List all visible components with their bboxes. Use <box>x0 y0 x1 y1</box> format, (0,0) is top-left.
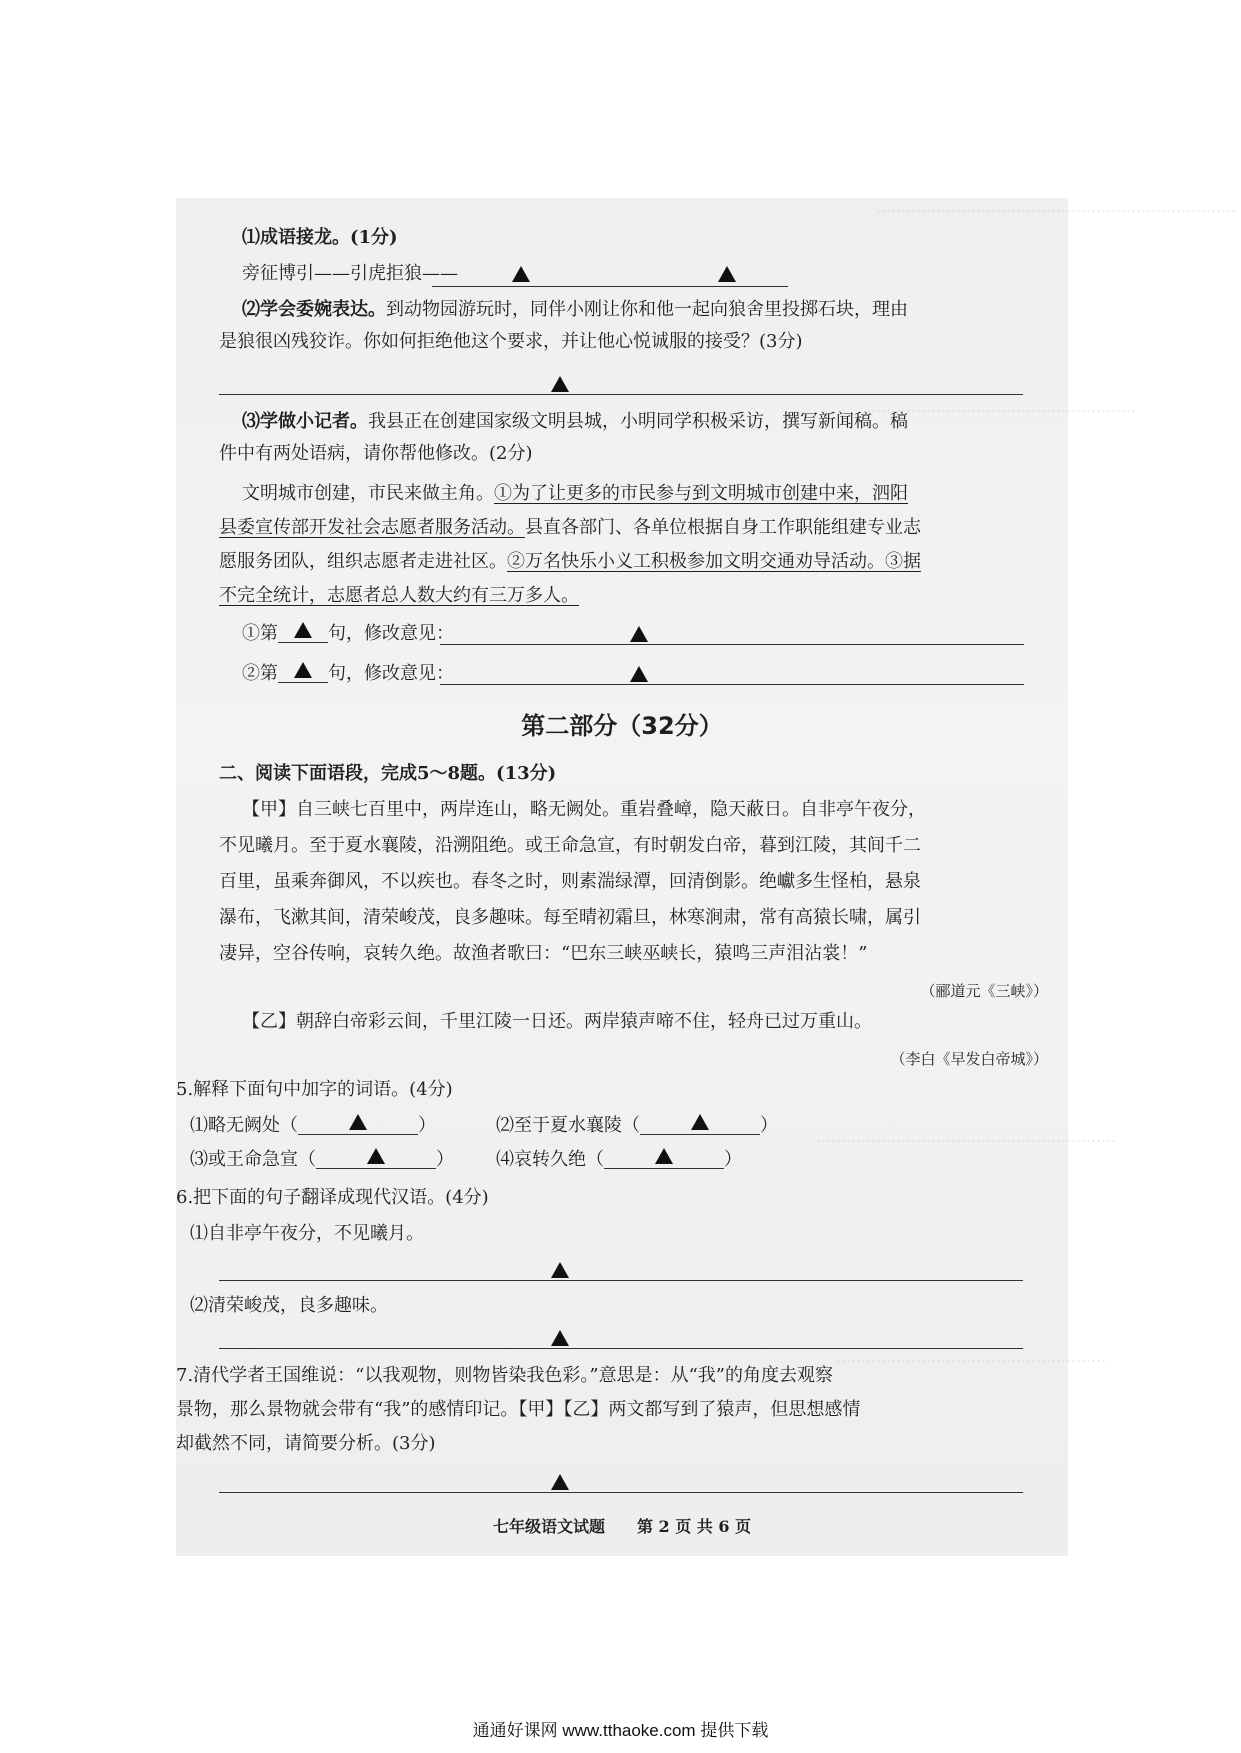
news-para-line1 <box>242 482 908 506</box>
q1-answer-line[interactable] <box>432 286 788 287</box>
q6-title: 6.把下面的句子翻译成现代汉语。(4分) <box>176 1187 489 1208</box>
news-para-line3 <box>219 550 921 574</box>
q3-line1 <box>242 410 908 434</box>
passage-jia-line: 瀑布，飞漱其间，清荣峻茂，良多趣味。每至晴初霜旦，林寒涧肃，常有高猿长啸，属引 <box>219 907 921 928</box>
answer-marker-icon <box>551 1262 569 1278</box>
passage-jia-source: （郦道元《三峡》） <box>920 982 1048 1000</box>
q5-title: 5.解释下面句中加字的词语。(4分) <box>176 1079 453 1100</box>
answer-marker-icon <box>655 1148 673 1164</box>
passage-jia-line: 凄异，空谷传响，哀转久绝。故渔者歌曰：“巴东三峡巫峡长，猿鸣三声泪沾裳！” <box>219 943 868 964</box>
q5-item-2 <box>496 1114 778 1138</box>
part-two-heading: 第二部分（32分） <box>521 712 723 740</box>
sentence-number-blank[interactable] <box>278 622 328 643</box>
answer-marker-icon <box>349 1114 367 1130</box>
answer-label: ②第 <box>242 663 278 684</box>
q7-line-3: 却截然不同，请简要分析。(3分) <box>176 1433 436 1454</box>
close-paren: ） <box>436 1149 454 1170</box>
passage-yi-source: （李白《早发白帝城》） <box>890 1050 1048 1068</box>
answer-marker-icon <box>512 266 530 282</box>
answer-marker-icon <box>718 266 736 282</box>
answer-label: ①第 <box>242 623 278 644</box>
q7-line-2: 景物，那么景物就会带有“我”的感情印记。【甲】【乙】两文都写到了猿声，但思想感情 <box>176 1399 861 1420</box>
q3-line1-text: 我县正在创建国家级文明县城，小明同学积极采访，撰写新闻稿。稿 <box>368 411 908 432</box>
answer-marker-icon <box>551 1330 569 1346</box>
q3-answer-row-2 <box>242 662 454 686</box>
q5-item-label: ⑷哀转久绝（ <box>496 1149 604 1170</box>
q3-line2: 件中有两处语病，请你帮他修改。(2分) <box>219 443 533 464</box>
sentence-1-underlined: ①为了让更多的市民参与到文明城市创建中来，泗阳 <box>494 483 908 504</box>
q5-answer-blank-1[interactable] <box>298 1114 418 1135</box>
news-para-line2 <box>219 516 921 540</box>
q6-sentence-1: ⑴自非亭午夜分，不见曦月。 <box>190 1223 424 1244</box>
q2-line1-text: 到动物园游玩时，同伴小刚让你和他一起向狼舍里投掷石块，理由 <box>386 299 908 320</box>
scanned-exam-page <box>176 198 1236 1556</box>
q2-line2: 是狼很凶残狡诈。你如何拒绝他这个要求，并让他心悦诚服的接受？(3分) <box>219 331 803 352</box>
q6-answer-line-2[interactable] <box>219 1348 1023 1349</box>
bleed-through-text: ……………………………………………………………… <box>876 198 1236 216</box>
news-plain-text: 县直各部门、各单位根据自身工作职能组建专业志 <box>525 517 921 538</box>
section-2-title: 二、阅读下面语段，完成5～8题。(13分) <box>219 763 557 784</box>
answer-label: 句，修改意见： <box>328 623 454 644</box>
passage-jia-line: 百里，虽乘奔御风，不以疾也。春冬之时，则素湍绿潭，回清倒影。绝巘多生怪柏，悬泉 <box>219 871 921 892</box>
q5-item-label: ⑵至于夏水襄陵（ <box>496 1115 640 1136</box>
news-plain-text: 愿服务团队，组织志愿者走进社区。 <box>219 551 507 572</box>
q2-title: ⑵学会委婉表达。 <box>242 299 386 320</box>
q2-line1 <box>242 298 908 322</box>
q5-item-1 <box>190 1114 436 1138</box>
sentence-number-blank[interactable] <box>278 662 328 683</box>
sentence-1-underlined-cont: 县委宣传部开发社会志愿者服务活动。 <box>219 517 525 538</box>
answer-marker-icon <box>551 376 569 392</box>
q5-answer-blank-4[interactable] <box>604 1148 724 1169</box>
answer-marker-icon <box>691 1114 709 1130</box>
answer-marker-icon <box>294 662 312 678</box>
answer-marker-icon <box>367 1148 385 1164</box>
q3-revision-line-2[interactable] <box>440 684 1024 685</box>
q5-answer-blank-2[interactable] <box>640 1114 760 1135</box>
bleed-through-text: ……………………………………………… <box>836 1348 1106 1366</box>
sentence-3-underlined-cont: 不完全统计，志愿者总人数大约有三万多人。 <box>219 585 579 606</box>
q5-answer-blank-3[interactable] <box>316 1148 436 1169</box>
answer-marker-icon <box>551 1474 569 1490</box>
q3-revision-line-1[interactable] <box>440 644 1024 645</box>
close-paren: ） <box>724 1149 742 1170</box>
page-footer: 七年级语文试题 第 2 页 共 6 页 <box>492 1517 752 1536</box>
answer-marker-icon <box>630 666 648 682</box>
bleed-through-text: …………………………………………………… <box>816 1128 1116 1146</box>
answer-label: 句，修改意见： <box>328 663 454 684</box>
q1-title: ⑴成语接龙。(1分) <box>242 227 398 248</box>
q3-title: ⑶学做小记者。 <box>242 411 368 432</box>
q7-answer-line[interactable] <box>219 1492 1023 1493</box>
answer-marker-icon <box>294 622 312 638</box>
answer-marker-icon <box>630 626 648 642</box>
q3-answer-row-1 <box>242 622 454 646</box>
news-plain-text: 文明城市创建，市民来做主角。 <box>242 483 494 504</box>
news-para-line4 <box>219 584 579 608</box>
q5-item-4 <box>496 1148 742 1172</box>
passage-jia-line: 不见曦月。至于夏水襄陵，沿溯阻绝。或王命急宣，有时朝发白帝，暮到江陵，其间千二 <box>219 835 921 856</box>
q5-item-3 <box>190 1148 454 1172</box>
passage-jia-line: 【甲】自三峡七百里中，两岸连山，略无阙处。重岩叠嶂，隐天蔽日。自非亭午夜分， <box>242 799 926 820</box>
close-paren: ） <box>760 1115 778 1136</box>
q5-item-label: ⑶或王命急宣（ <box>190 1149 316 1170</box>
q6-answer-line-1[interactable] <box>219 1280 1023 1281</box>
q7-line-1: 7.清代学者王国维说：“以我观物，则物皆染我色彩。”意思是：从“我”的角度去观察 <box>176 1365 833 1386</box>
sentence-2-underlined: ②万名快乐小义工积极参加文明交通劝导活动。 <box>507 551 885 572</box>
q2-answer-line[interactable] <box>219 394 1023 395</box>
close-paren: ） <box>418 1115 436 1136</box>
sentence-3-underlined: ③据 <box>885 551 921 572</box>
q5-item-label: ⑴略无阙处（ <box>190 1115 298 1136</box>
passage-yi-line: 【乙】朝辞白帝彩云间，千里江陵一日还。两岸猿声啼不住，轻舟已过万重山。 <box>242 1011 872 1032</box>
q6-sentence-2: ⑵清荣峻茂，良多趣味。 <box>190 1295 388 1316</box>
site-watermark-footer: 通通好课网 www.tthaoke.com 提供下载 <box>472 1721 769 1740</box>
bleed-through-text: ……………………………………………… <box>866 398 1136 416</box>
q1-chain-text <box>242 262 458 286</box>
q1-chain-prefix: 旁征博引——引虎拒狼—— <box>242 263 458 284</box>
